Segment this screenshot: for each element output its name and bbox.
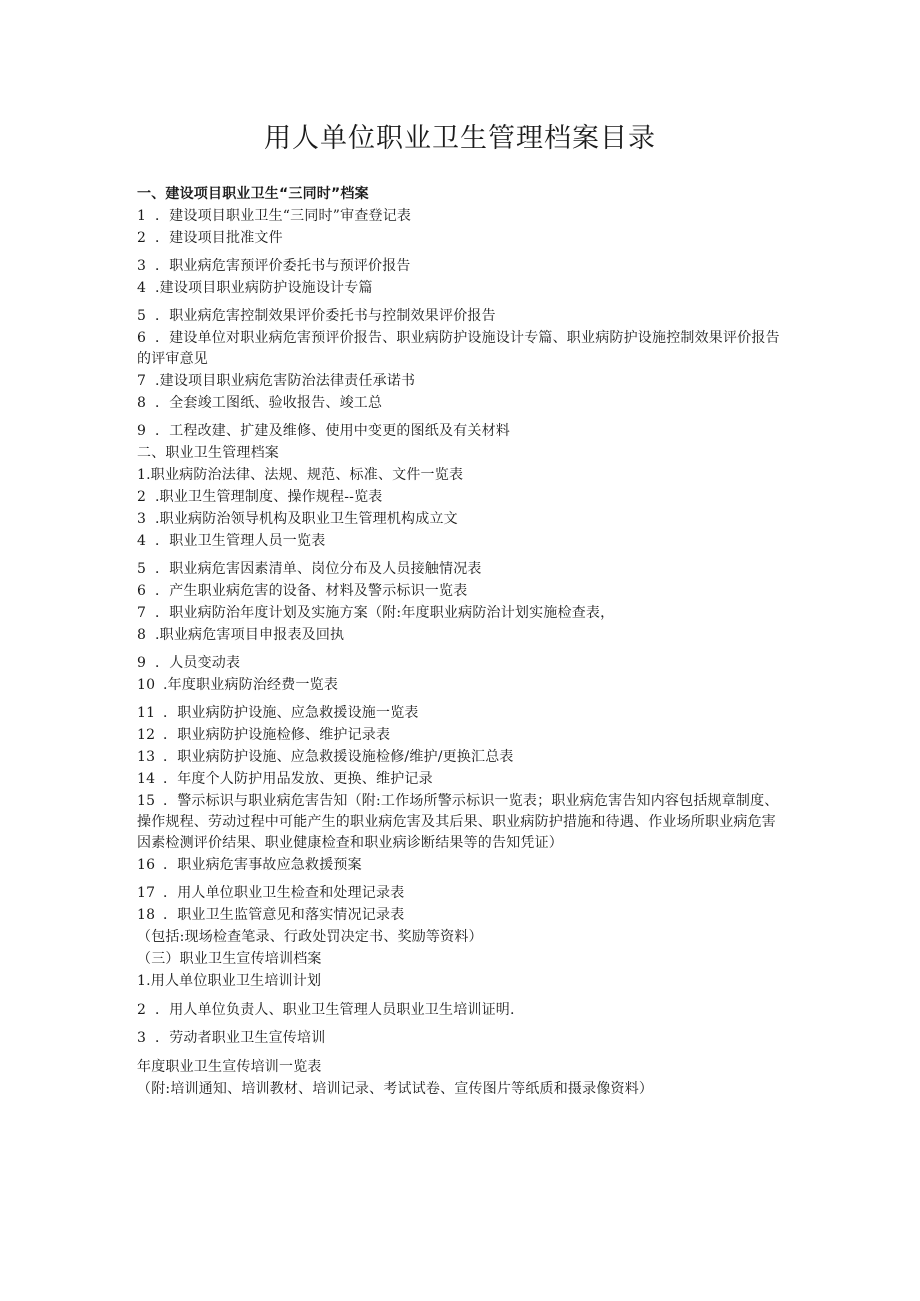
item-number: 16 (137, 857, 156, 873)
item-text: ．全套竣工图纸、验收报告、竣工总 (155, 395, 383, 411)
catalog-line (137, 855, 787, 876)
item-number: 17 (137, 885, 156, 901)
catalog-line (137, 883, 787, 904)
item-number: 8 (137, 395, 147, 411)
item-number: 3 (137, 511, 147, 527)
item-text: .职业病危害项目申报表及回执 (155, 627, 345, 643)
catalog-line (137, 1079, 787, 1100)
item-number: 13 (137, 749, 156, 765)
item-text: 二、职业卫生管理档案 (137, 445, 279, 461)
item-number: 2 (137, 230, 147, 246)
item-number: 4 (137, 280, 147, 296)
item-text: ．职业病危害事故应急救援预案 (163, 857, 362, 873)
item-number: 14 (137, 771, 156, 787)
item-text: 一、建设项目职业卫生“三同时”档案 (137, 186, 369, 202)
catalog-line (137, 465, 787, 486)
catalog-line (137, 949, 787, 970)
catalog-line (137, 206, 787, 227)
item-number: 5 (137, 308, 147, 324)
item-number: 15 (137, 793, 156, 809)
item-number: 11 (137, 705, 156, 721)
catalog-line (137, 256, 787, 277)
item-text: ．职业卫生监管意见和落实情况记录表 (163, 907, 405, 923)
item-number: 2 (137, 489, 147, 505)
catalog-line (137, 791, 787, 854)
item-text: ．建设项目职业卫生“三同时”审查登记表 (155, 208, 412, 224)
item-text: ．职业病防护设施、应急救援设施一览表 (163, 705, 419, 721)
catalog-line (137, 1000, 787, 1021)
item-text: ．职业卫生管理人员一览表 (155, 533, 326, 549)
item-text: ．建设单位对职业病危害预评价报告、职业病防护设施设计专篇、职业病防护设施控制效果评价报告的评审意见 (137, 330, 780, 367)
catalog-line (137, 769, 787, 790)
item-number: 6 (137, 330, 147, 346)
item-text: ．职业病危害控制效果评价委托书与控制效果评价报告 (155, 308, 496, 324)
item-text: ．人员变动表 (155, 655, 241, 671)
item-text: .职业病防治领导机构及职业卫生管理机构成立文 (155, 511, 458, 527)
item-text: ．职业病防护设施检修、维护记录表 (163, 727, 391, 743)
item-number: 2 (137, 1002, 147, 1018)
item-number: 9 (137, 423, 147, 439)
item-number: 4 (137, 533, 147, 549)
catalog-line (137, 927, 787, 948)
item-number: 12 (137, 727, 156, 743)
item-number: 5 (137, 561, 147, 577)
catalog-line (137, 531, 787, 552)
item-text: 1.用人单位职业卫生培训计划 (137, 973, 322, 989)
catalog-line (137, 421, 787, 442)
item-text: ．产生职业病危害的设备、材料及警示标识一览表 (155, 583, 468, 599)
catalog-line (137, 509, 787, 530)
item-text: ．职业病防护设施、应急救援设施检修/维护/更换汇总表 (163, 749, 514, 765)
item-text: .建设项目职业病危害防治法律责任承诺书 (155, 373, 416, 389)
catalog-line (137, 971, 787, 992)
catalog-line (137, 278, 787, 299)
item-text: ．用人单位负责人、职业卫生管理人员职业卫生培训证明. (155, 1002, 515, 1018)
item-text: ．职业病危害因素清单、岗位分布及人员接触情况表 (155, 561, 482, 577)
item-text: .建设项目职业病防护设施设计专篇 (155, 280, 373, 296)
catalog-line (137, 703, 787, 724)
item-number: 1 (137, 208, 147, 224)
item-text: ．警示标识与职业病危害告知（附:工作场所警示标识一览表；职业病危害告知内容包括规章制度、操作规程、劳动过程中可能产生的职业病危害及其后果、职业病防护措施和待遇、作业场所职业病危害因素检测评价结果、职业健康检查和职业病诊断结果等的告知凭证） (137, 793, 779, 851)
item-text: ．职业病危害预评价委托书与预评价报告 (155, 258, 411, 274)
item-text: ．用人单位职业卫生检查和处理记录表 (163, 885, 405, 901)
catalog-line (137, 306, 787, 327)
item-number: 3 (137, 1030, 147, 1046)
item-text: （附:培训通知、培训教材、培训记录、考试试卷、宣传图片等纸质和摄录像资料） (137, 1081, 654, 1097)
catalog-line (137, 228, 787, 249)
item-number: 8 (137, 627, 147, 643)
catalog-line (137, 393, 787, 414)
catalog-line (137, 1028, 787, 1049)
catalog-line (137, 371, 787, 392)
item-text: ．建设项目批准文件 (155, 230, 283, 246)
item-number: 3 (137, 258, 147, 274)
catalog-line (137, 905, 787, 926)
item-text: 年度职业卫生宣传培训一览表 (137, 1059, 322, 1075)
catalog-line (137, 487, 787, 508)
item-number: 10 (137, 677, 156, 693)
catalog-line (137, 725, 787, 746)
item-text: ．职业病防治年度计划及实施方案（附:年度职业病防治计划实施检查表， (155, 605, 615, 621)
catalog-line (137, 1057, 787, 1078)
catalog-line (137, 184, 787, 205)
item-number: 7 (137, 373, 147, 389)
catalog-line (137, 328, 787, 370)
catalog-line (137, 653, 787, 674)
catalog-line (137, 675, 787, 696)
document-title: 用人单位职业卫生管理档案目录 (264, 123, 656, 154)
item-number: 9 (137, 655, 147, 671)
item-text: ．劳动者职业卫生宣传培训 (155, 1030, 326, 1046)
item-number: 6 (137, 583, 147, 599)
catalog-line (137, 625, 787, 646)
item-text: 1.职业病防治法律、法规、规范、标准、文件一览表 (137, 467, 464, 483)
catalog-line (137, 559, 787, 580)
catalog-line (137, 747, 787, 768)
item-text: （三）职业卫生宣传培训档案 (137, 951, 322, 967)
catalog-line (137, 443, 787, 464)
item-number: 7 (137, 605, 147, 621)
catalog-list (137, 184, 787, 1100)
catalog-line (137, 603, 787, 624)
item-text: ．年度个人防护用品发放、更换、维护记录 (163, 771, 433, 787)
catalog-line (137, 581, 787, 602)
item-text: .年度职业病防治经费一览表 (163, 677, 339, 693)
item-text: .职业卫生管理制度、操作规程--览表 (155, 489, 383, 505)
item-text: （包括:现场检查笔录、行政处罚决定书、奖励等资料） (137, 929, 483, 945)
item-text: ．工程改建、扩建及维修、使用中变更的图纸及有关材料 (155, 423, 510, 439)
item-number: 18 (137, 907, 156, 923)
